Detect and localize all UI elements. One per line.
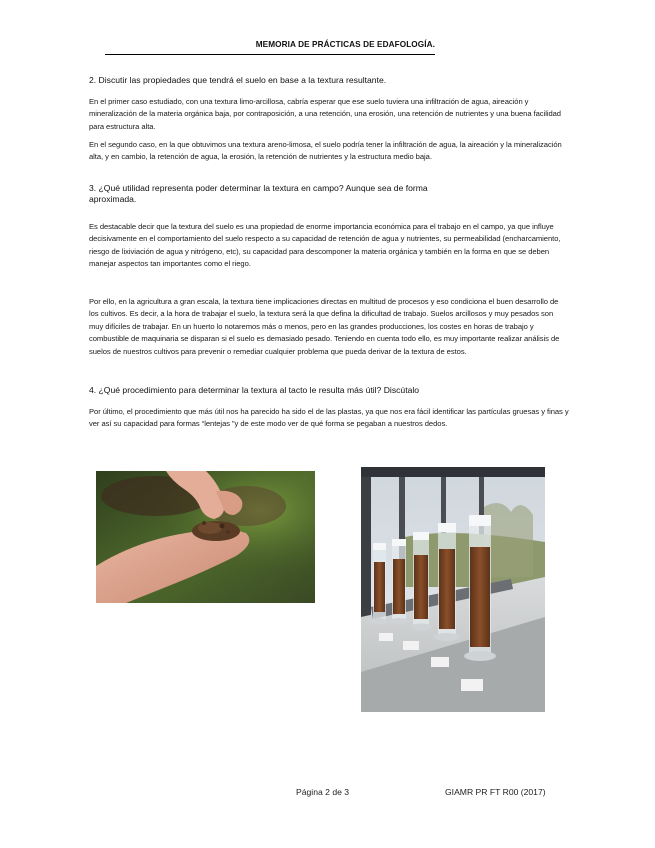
document-code: GIAMR PR FT R00 (2017)	[445, 787, 546, 797]
paragraph-procedure: Por último, el procedimiento que más útil nos ha parecido ha sido el de las plastas, ya que nos era fácil identificar las partículas gruesas y finas y ver así su capacidad para formas “lentejas ”y de este modo ver de qué forma se pegaban a nuestros dedos.	[89, 407, 569, 429]
paragraph-texture-importance: Es destacable decir que la textura del suelo es una propiedad de enorme importancia económica para el trabajo en el campo, ya que influye decisivamente en el comportamiento del suelo respecto a su capacidad de retención de agua y nutrientes, su permeabilidad (encharcamiento, riesgo de lixiviación de agua y nitrógeno, etc), su capacidad para descomponer la materia orgánica y también en la forma en que se deben manejar aspectos tan importantes como el riego.	[89, 222, 561, 269]
question-2: 2. Discutir las propiedades que tendrá el suelo en base a la textura resultante.	[89, 75, 387, 85]
sedimentation-cylinders-photo	[361, 467, 545, 712]
question-4: 4. ¿Qué procedimiento para determinar la textura al tacto le resulta más útil? Discútalo	[89, 385, 420, 395]
page-number: Página 2 de 3	[296, 787, 350, 797]
paragraph-first-case: En el primer caso estudiado, con una textura limo-arcillosa, cabría esperar que ese suelo tuviera una infiltración de agua, aireación y mineralización de la materia orgánica baja, por contraposición, a una retención, una erosión, una retención de nutrientes y una buena facilidad para estructura alta.	[89, 97, 561, 131]
paragraph-agriculture: Por ello, en la agricultura a gran escala, la textura tiene implicaciones directas en multitud de procesos y eso condiciona el buen desarrollo de los cultivos. Es decir, a la hora de trabajar el suelo, la textura será la que defina la dificultad de trabajo. Suelos arcillosos y muy pesados son muy difíciles de trabajar. En un huerto lo notaremos más o menos, pero en las grandes producciones, los costes en horas de trabajo y combustible de maquinaria se disparan si el suelo es demasiado pesado. Teniendo en cuenta todo ello, es muy importante realizar análisis de suelos de nuestros cultivos para prevenir o remediar cualquier problema que pueda derivar de la textura de estos.	[89, 297, 560, 356]
question-3: 3. ¿Qué utilidad representa poder determinar la textura en campo? Aunque sea de forma aproximada.	[89, 183, 428, 204]
page-header-title: MEMORIA DE PRÁCTICAS DE EDAFOLOGÍA.	[105, 40, 435, 55]
soil-in-hands-photo	[96, 471, 315, 603]
paragraph-second-case: En el segundo caso, en la que obtuvimos una textura areno-limosa, el suelo podría tener la infiltración de agua, la aireación y la mineralización alta, y en cambio, la retención de agua, la erosión, la retención de nutrientes y la estructura medio baja.	[89, 140, 562, 162]
